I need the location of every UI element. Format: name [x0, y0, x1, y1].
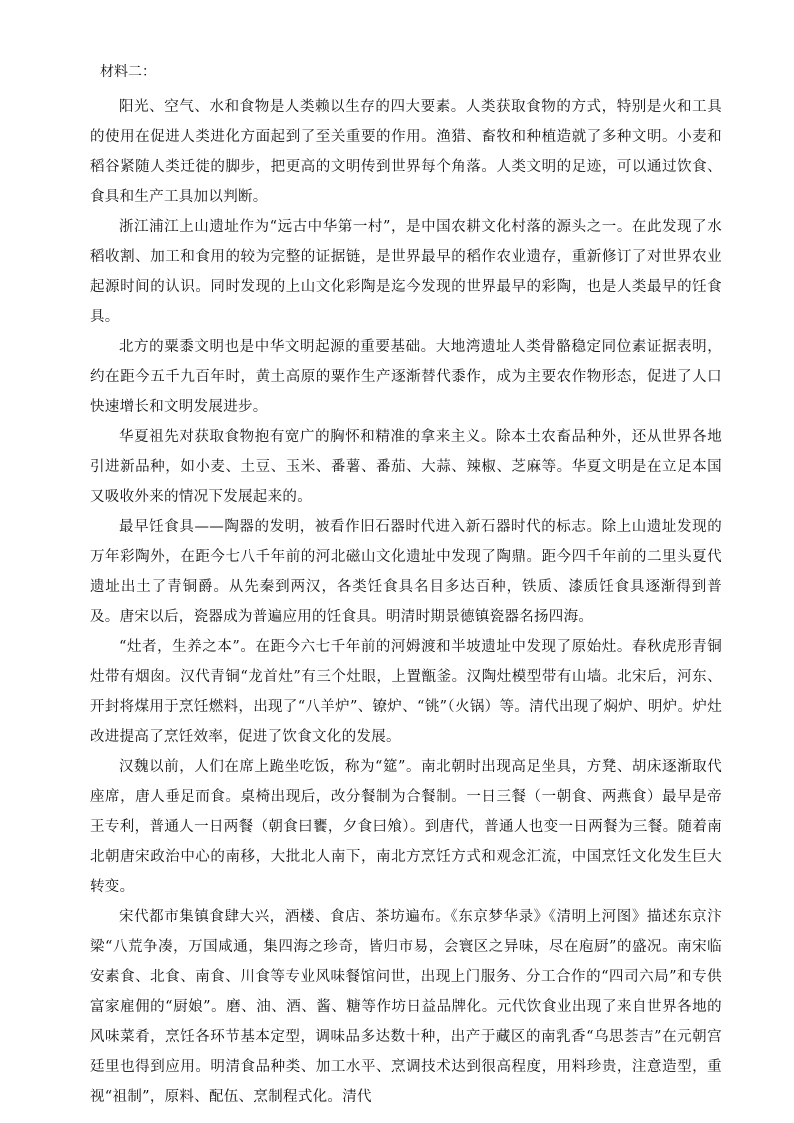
paragraph-song-dynasty-food: 宋代都市集镇食肆大兴，酒楼、食店、茶坊遍布。《东京梦华录》《清明上河图》描述东京汴梁“八荒争凑，万国咸通，集四海之珍奇，皆归市易，会寰区之异味，尽在庖厨”的盛况。南宋临安素食、北食、南食、川食等专业风味餐馆问世，出现上门服务、分工合作的“四司六局”和专供富家雇佣的“厨娘”。磨、油、酒、酱、糖等作坊日益品牌化。元代饮食业出现了来自世界各地的风味菜肴，烹饪各环节基本定型，调味品多达数十种，出产于藏区的南乳香“乌思荟吉”在元朝宫廷里也得到应用。明清食品种类、加工水平、烹调技术达到很高程度，用料珍贵，注意造型，重视“祖制”，原料、配伍、烹制程式化。清代 — [90, 909, 722, 1105]
paragraph-dining-customs: 汉魏以前，人们在席上跪坐吃饭，称为“筵”。南北朝时出现高足坐具，方凳、胡床逐渐取代座席，唐人垂足而食。桌椅出现后，改分餐制为合餐制。一日三餐（一朝食、两燕食）最早是帝王专利，普通人一日两餐（朝食曰饔，夕食曰飧）。到唐代，普通人也变一日两餐为三餐。随着南北朝唐宋政治中心的南移，大批北人南下，南北方烹饪方式和观念汇流，中国烹饪文化发生巨大转变。 — [90, 759, 722, 895]
paragraph-food-elements: 阳光、空气、水和食物是人类赖以生存的四大要素。人类获取食物的方式，特别是火和工具的使用在促进人类进化方面起到了至关重要的作用。渔猎、畜牧和种植造就了多种文明。小麦和稻谷紧随人类迁徙的脚步，把更高的文明传到世界每个角落。人类文明的足迹，可以通过饮食、食具和生产工具加以判断。 — [90, 99, 722, 205]
material-heading: 材料二： — [100, 64, 156, 80]
paragraph-millet-civilization: 北方的粟黍文明也是中华文明起源的重要基础。大地湾遗址人类骨骼稳定同位素证据表明，约在距今五千九百年时，黄土高原的粟作生产逐渐替代黍作，成为主要农作物形态，促进了人口快速增长和文明发展进步。 — [90, 339, 722, 415]
paragraph-stoves: “灶者，生养之本”。在距今六七千年前的河姆渡和半坡遗址中发现了原始灶。春秋虎形青铜灶带有烟囱。汉代青铜“龙首灶”有三个灶眼，上置甑釜。汉陶灶模型带有山墙。北宋后，河东、开封将煤用于烹饪燃料，出现了“八羊炉”、镣炉、“铫”（火锅）等。清代出现了焖炉、明炉。炉灶改进提高了烹饪效率，促进了饮食文化的发展。 — [90, 639, 722, 745]
paragraph-shangshan-site: 浙江浦江上山遗址作为“远古中华第一村”，是中国农耕文化村落的源头之一。在此发现了水稻收割、加工和食用的较为完整的证据链，是世界最早的稻作农业遗存，重新修订了对世界农业起源时间的认识。同时发现的上山文化彩陶是迄今发现的世界最早的彩陶，也是人类最早的饪食具。 — [90, 219, 722, 325]
paragraph-imported-crops: 华夏祖先对获取食物抱有宽广的胸怀和精准的拿来主义。除本土农畜品种外，还从世界各地引进新品种，如小麦、土豆、玉米、番薯、番茄、大蒜、辣椒、芝麻等。华夏文明是在立足本国又吸收外来的情况下发展起来的。 — [90, 429, 722, 505]
article-body — [90, 62, 722, 1112]
paragraph-pottery: 最早饪食具——陶器的发明，被看作旧石器时代进入新石器时代的标志。除上山遗址发现的万年彩陶外，在距今七八千年前的河北磁山文化遗址中发现了陶鼎。距今四千年前的二里头夏代遗址出土了青铜爵。从先秦到两汉，各类饪食具名目多达百种，铁质、漆质饪食具逐渐得到普及。唐宋以后，瓷器成为普遍应用的饪食具。明清时期景德镇瓷器名扬四海。 — [90, 519, 722, 625]
